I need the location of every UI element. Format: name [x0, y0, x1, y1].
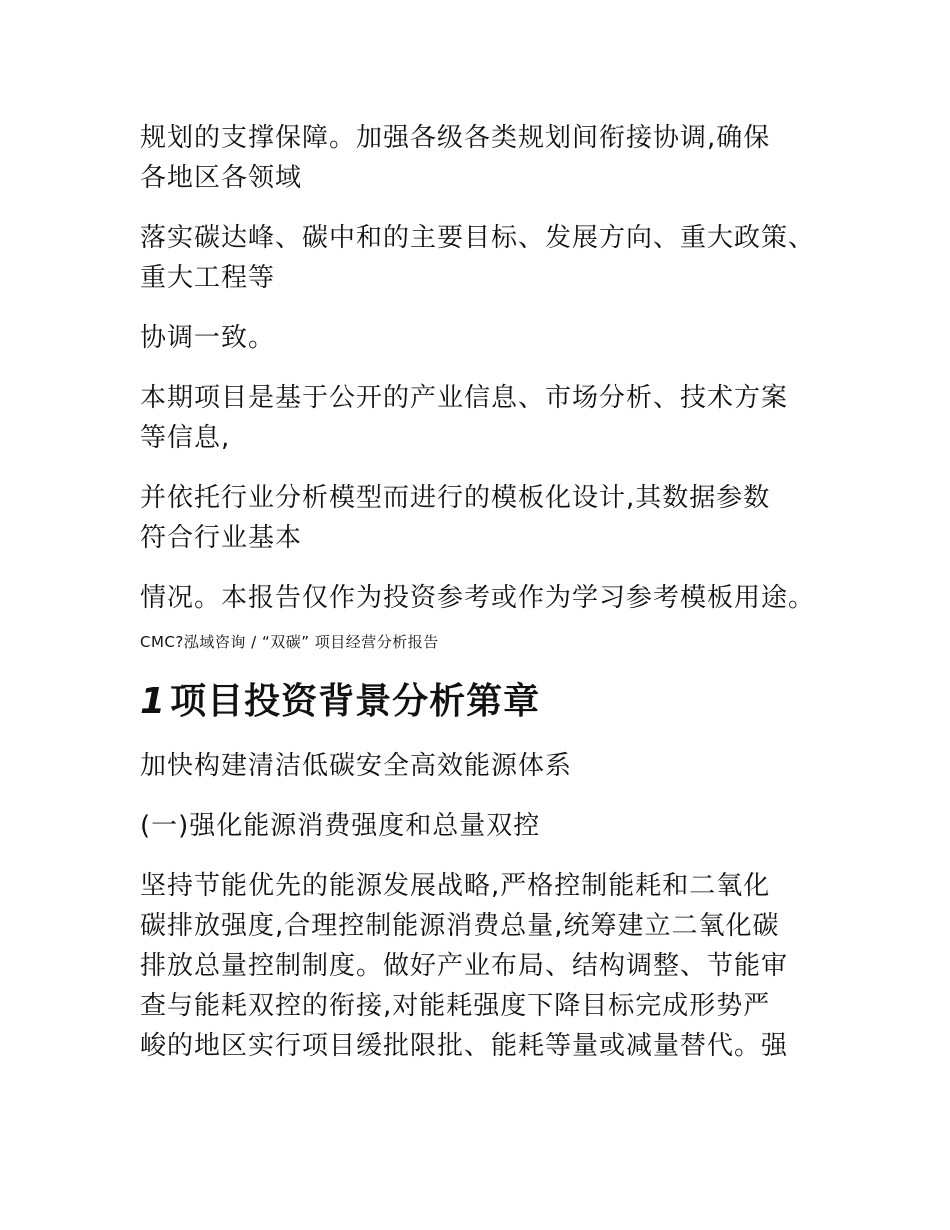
paragraph-template-design	[140, 478, 840, 558]
subsection-heading	[140, 806, 840, 846]
text-line: 等信息,	[140, 423, 231, 453]
subsection-heading-text: (一)强化能源消费强度和总量双控	[140, 811, 541, 841]
section-heading-text: 加快构建清洁低碳安全高效能源体系	[140, 751, 573, 781]
text-line: 规划的支撑保障。加强各级各类规划间衔接协调,确保	[140, 123, 771, 153]
text-line: 落实碳达峰、碳中和的主要目标、发展方向、重大政策、	[140, 223, 816, 253]
paragraph-carbon-goals	[140, 218, 840, 298]
running-header: CMC?泓域咨询 / “双碳” 项目经营分析报告	[140, 633, 439, 651]
paragraph-disclaimer	[140, 578, 840, 618]
text-line: 各地区各领域	[140, 163, 303, 193]
text-line: 查与能耗双控的衔接,对能耗强度下降目标完成形势严	[140, 991, 771, 1021]
text-line: 协调一致。	[140, 323, 276, 353]
paragraph-energy-control	[140, 866, 840, 1066]
text-line: 本期项目是基于公开的产业信息、市场分析、技术方案	[140, 383, 789, 413]
text-line: 排放总量控制制度。做好产业布局、结构调整、节能审	[140, 951, 789, 981]
text-line: 重大工程等	[140, 263, 276, 293]
text-line: 符合行业基本	[140, 523, 303, 553]
text-line: 情况。本报告仅作为投资参考或作为学习参考模板用途。	[140, 583, 816, 613]
chapter-number: 1	[140, 681, 167, 722]
section-heading	[140, 746, 840, 786]
paragraph-coordination	[140, 318, 840, 358]
chapter-title: 项目投资背景分析第章	[170, 681, 541, 722]
paragraph-planning-support	[140, 118, 840, 198]
paragraph-project-basis	[140, 378, 840, 458]
text-line: 碳排放强度,合理控制能源消费总量,统筹建立二氧化碳	[140, 911, 780, 941]
chapter-heading	[140, 678, 840, 726]
text-line: 并依托行业分析模型而进行的模板化设计,其数据参数	[140, 483, 771, 513]
document-page	[140, 118, 840, 1066]
text-line: 坚持节能优先的能源发展战略,严格控制能耗和二氧化	[140, 871, 771, 901]
text-line: 峻的地区实行项目缓批限批、能耗等量或减量替代。强	[140, 1031, 789, 1061]
